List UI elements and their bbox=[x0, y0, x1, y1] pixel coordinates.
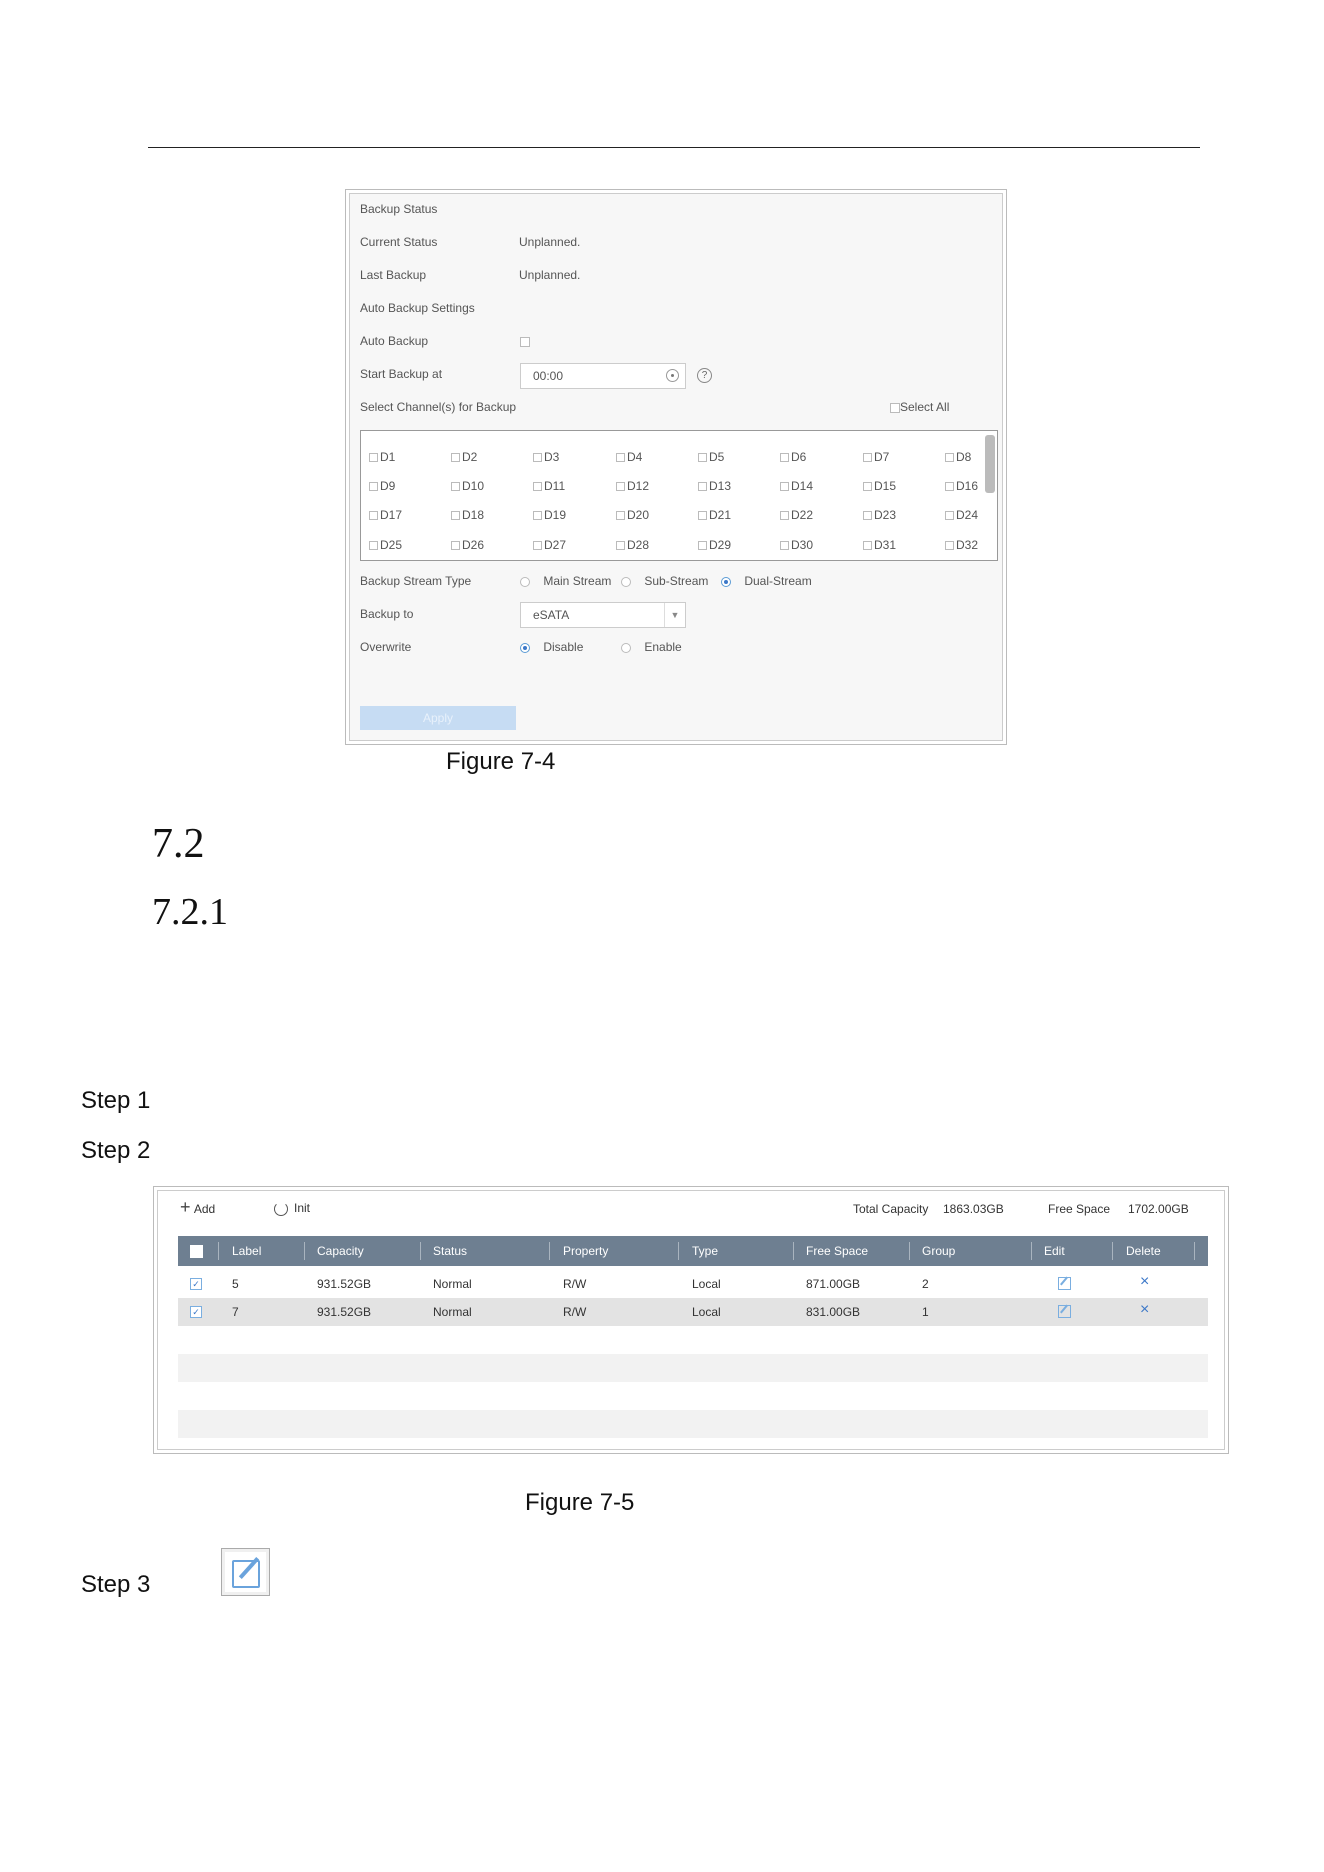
init-label: Init bbox=[294, 1201, 311, 1215]
column-divider bbox=[793, 1242, 794, 1260]
column-header[interactable]: Edit bbox=[1044, 1244, 1065, 1258]
channel-checkbox[interactable] bbox=[533, 482, 542, 491]
channel-checkbox[interactable] bbox=[369, 541, 378, 550]
section-heading-7-2-1: 7.2.1 bbox=[152, 891, 228, 933]
last-backup-label: Last Backup bbox=[360, 268, 427, 282]
channel-checkbox[interactable] bbox=[698, 541, 707, 550]
channel-checkbox[interactable] bbox=[451, 482, 460, 491]
channel-option[interactable] bbox=[780, 479, 813, 493]
channel-label: D4 bbox=[627, 450, 643, 464]
overwrite-disable-radio[interactable] bbox=[520, 643, 530, 653]
cell-group: 2 bbox=[922, 1277, 929, 1291]
cell-type: Local bbox=[692, 1305, 721, 1319]
stream-type-label: Backup Stream Type bbox=[360, 574, 472, 588]
total-capacity-value: 1863.03GB bbox=[943, 1202, 1004, 1216]
channel-label: D16 bbox=[956, 479, 979, 493]
cell-capacity: 931.52GB bbox=[317, 1277, 372, 1291]
channel-checkbox[interactable] bbox=[533, 511, 542, 520]
column-divider bbox=[1194, 1242, 1195, 1260]
channel-option[interactable] bbox=[451, 450, 477, 464]
column-divider bbox=[909, 1242, 910, 1260]
channel-option[interactable] bbox=[863, 508, 896, 522]
channel-option[interactable] bbox=[698, 508, 731, 522]
cell-type: Local bbox=[692, 1277, 721, 1291]
stream-main-radio[interactable] bbox=[520, 577, 530, 587]
channel-option[interactable] bbox=[698, 538, 731, 552]
stream-sub-option[interactable] bbox=[621, 574, 708, 588]
channel-label: D27 bbox=[544, 538, 567, 552]
select-all-rows-checkbox[interactable] bbox=[190, 1245, 203, 1258]
table-row bbox=[178, 1382, 1208, 1410]
channel-option[interactable] bbox=[616, 479, 649, 493]
channel-label: D18 bbox=[462, 508, 485, 522]
channel-option[interactable] bbox=[451, 508, 484, 522]
step-3-label: Step 3 bbox=[81, 1571, 151, 1598]
channel-checkbox[interactable] bbox=[451, 453, 460, 462]
cell-group: 1 bbox=[922, 1305, 929, 1319]
channel-option[interactable] bbox=[616, 450, 642, 464]
channel-option[interactable] bbox=[780, 450, 806, 464]
channel-label: D25 bbox=[380, 538, 403, 552]
column-header[interactable]: Status bbox=[433, 1244, 468, 1258]
channel-label: D28 bbox=[627, 538, 650, 552]
free-space-label: Free Space bbox=[1048, 1202, 1111, 1216]
start-backup-label: Start Backup at bbox=[360, 367, 443, 381]
column-divider bbox=[304, 1242, 305, 1260]
channel-option[interactable] bbox=[533, 450, 559, 464]
channel-checkbox[interactable] bbox=[863, 541, 872, 550]
step-2-label: Step 2 bbox=[81, 1137, 151, 1164]
channel-label: D14 bbox=[791, 479, 814, 493]
channel-option[interactable] bbox=[863, 479, 896, 493]
channel-checkbox[interactable] bbox=[616, 453, 625, 462]
channel-label: D2 bbox=[462, 450, 478, 464]
plus-icon: + bbox=[180, 1197, 191, 1217]
select-all-checkbox[interactable] bbox=[890, 403, 900, 413]
add-button[interactable] bbox=[180, 1197, 216, 1217]
edit-icon[interactable] bbox=[1058, 1305, 1071, 1318]
delete-icon[interactable]: × bbox=[1140, 1301, 1150, 1318]
channel-label: D1 bbox=[380, 450, 396, 464]
channel-label: D10 bbox=[462, 479, 485, 493]
column-divider bbox=[678, 1242, 679, 1260]
table-row bbox=[178, 1326, 1208, 1354]
auto-backup-label: Auto Backup bbox=[360, 334, 429, 348]
channel-label: D22 bbox=[791, 508, 814, 522]
channel-checkbox[interactable] bbox=[698, 482, 707, 491]
overwrite-disable-label: Disable bbox=[543, 640, 584, 654]
cell-free: 831.00GB bbox=[806, 1305, 861, 1319]
channel-checkbox[interactable] bbox=[945, 541, 954, 550]
total-capacity-label: Total Capacity bbox=[853, 1202, 929, 1216]
channel-label: D20 bbox=[627, 508, 650, 522]
overwrite-label: Overwrite bbox=[360, 640, 412, 654]
column-header[interactable]: Group bbox=[922, 1244, 956, 1258]
column-header[interactable]: Free Space bbox=[806, 1244, 869, 1258]
channel-checkbox[interactable] bbox=[945, 511, 954, 520]
stream-sub-label: Sub-Stream bbox=[644, 574, 709, 588]
channel-checkbox[interactable] bbox=[863, 482, 872, 491]
stream-dual-label: Dual-Stream bbox=[744, 574, 812, 588]
channel-option[interactable] bbox=[698, 450, 724, 464]
delete-icon[interactable]: × bbox=[1140, 1273, 1150, 1290]
refresh-icon bbox=[274, 1202, 288, 1216]
edit-icon[interactable] bbox=[1058, 1277, 1071, 1290]
channel-checkbox[interactable] bbox=[533, 541, 542, 550]
row-checkbox[interactable]: ✓ bbox=[190, 1278, 202, 1290]
overwrite-disable-option[interactable] bbox=[520, 640, 583, 654]
column-header[interactable]: Capacity bbox=[317, 1244, 364, 1258]
step-1-label: Step 1 bbox=[81, 1087, 151, 1114]
overwrite-enable-option[interactable] bbox=[621, 640, 682, 654]
channel-option[interactable] bbox=[863, 538, 896, 552]
cell-label: 5 bbox=[232, 1277, 239, 1291]
channel-option[interactable] bbox=[369, 450, 395, 464]
edit-icon bbox=[221, 1548, 270, 1596]
channel-checkbox[interactable] bbox=[863, 511, 872, 520]
channel-option[interactable] bbox=[945, 450, 971, 464]
cell-status: Normal bbox=[433, 1277, 472, 1291]
channel-label: D24 bbox=[956, 508, 979, 522]
channel-option[interactable] bbox=[945, 508, 978, 522]
figure-7-5-caption: Figure 7-5 bbox=[525, 1489, 635, 1516]
backup-to-select[interactable] bbox=[520, 602, 686, 628]
channel-label: D29 bbox=[709, 538, 732, 552]
row-checkbox[interactable]: ✓ bbox=[190, 1306, 202, 1318]
stream-main-option[interactable] bbox=[520, 574, 611, 588]
chevron-down-icon: ▼ bbox=[664, 603, 685, 627]
channel-label: D23 bbox=[874, 508, 897, 522]
start-backup-time-input[interactable] bbox=[520, 363, 686, 389]
column-header[interactable]: Label bbox=[232, 1244, 262, 1258]
channel-label: D12 bbox=[627, 479, 650, 493]
overwrite-enable-label: Enable bbox=[644, 640, 682, 654]
table-row bbox=[178, 1354, 1208, 1382]
channel-label: D26 bbox=[462, 538, 485, 552]
channel-option[interactable] bbox=[533, 479, 565, 493]
channel-option[interactable] bbox=[616, 538, 649, 552]
hdd-table-header bbox=[178, 1236, 1208, 1266]
channel-checkbox[interactable] bbox=[616, 511, 625, 520]
column-divider bbox=[549, 1242, 550, 1260]
channel-option[interactable] bbox=[369, 508, 402, 522]
channel-label: D31 bbox=[874, 538, 897, 552]
column-divider bbox=[1112, 1242, 1113, 1260]
start-backup-time-value: 00:00 bbox=[533, 369, 564, 383]
channel-label: D5 bbox=[709, 450, 725, 464]
current-status-value: Unplanned. bbox=[519, 235, 581, 249]
channel-option[interactable] bbox=[451, 479, 484, 493]
channel-checkbox[interactable] bbox=[698, 453, 707, 462]
table-row[interactable] bbox=[178, 1298, 1208, 1326]
channel-checkbox[interactable] bbox=[369, 482, 378, 491]
stream-dual-radio[interactable] bbox=[721, 577, 731, 587]
overwrite-enable-radio[interactable] bbox=[621, 643, 631, 653]
channel-checkbox[interactable] bbox=[533, 453, 542, 462]
section-heading-7-2: 7.2 bbox=[152, 821, 205, 867]
channel-label: D8 bbox=[956, 450, 972, 464]
stream-sub-radio[interactable] bbox=[621, 577, 631, 587]
channel-list-scrollbar[interactable] bbox=[985, 435, 995, 493]
channel-checkbox[interactable] bbox=[945, 453, 954, 462]
channel-label: D21 bbox=[709, 508, 732, 522]
column-divider bbox=[218, 1242, 219, 1260]
channel-option[interactable] bbox=[698, 479, 731, 493]
cell-property: R/W bbox=[563, 1305, 587, 1319]
channel-checkbox[interactable] bbox=[780, 511, 789, 520]
channel-checkbox[interactable] bbox=[780, 482, 789, 491]
channel-checkbox[interactable] bbox=[451, 541, 460, 550]
cell-status: Normal bbox=[433, 1305, 472, 1319]
add-label: Add bbox=[193, 1202, 216, 1216]
channel-label: D3 bbox=[544, 450, 560, 464]
channel-checkbox[interactable] bbox=[698, 511, 707, 520]
auto-backup-settings-heading: Auto Backup Settings bbox=[360, 301, 475, 315]
channel-option[interactable] bbox=[369, 479, 395, 493]
channel-label: D19 bbox=[544, 508, 567, 522]
help-icon[interactable]: ? bbox=[697, 368, 712, 383]
stream-main-label: Main Stream bbox=[543, 574, 612, 588]
channel-label: D9 bbox=[380, 479, 396, 493]
channel-list bbox=[360, 430, 998, 561]
table-row[interactable] bbox=[178, 1270, 1208, 1298]
channel-label: D15 bbox=[874, 479, 897, 493]
channel-checkbox[interactable] bbox=[863, 453, 872, 462]
channel-checkbox[interactable] bbox=[451, 511, 460, 520]
cell-property: R/W bbox=[563, 1277, 587, 1291]
channel-option[interactable] bbox=[369, 538, 402, 552]
backup-status-heading: Backup Status bbox=[360, 202, 438, 216]
channel-label: D30 bbox=[791, 538, 814, 552]
stream-dual-option[interactable] bbox=[721, 574, 812, 588]
channel-option[interactable] bbox=[863, 450, 889, 464]
column-header[interactable]: Type bbox=[692, 1244, 719, 1258]
channel-label: D17 bbox=[380, 508, 403, 522]
channel-option[interactable] bbox=[533, 538, 566, 552]
current-status-label: Current Status bbox=[360, 235, 438, 249]
clock-icon[interactable] bbox=[666, 369, 679, 382]
select-all-option[interactable] bbox=[890, 400, 949, 414]
apply-button[interactable]: Apply bbox=[360, 706, 516, 730]
auto-backup-checkbox[interactable] bbox=[520, 337, 530, 347]
channel-label: D11 bbox=[544, 479, 566, 493]
channel-label: D32 bbox=[956, 538, 979, 552]
backup-to-label: Backup to bbox=[360, 607, 414, 621]
column-header[interactable]: Delete bbox=[1126, 1244, 1161, 1258]
channel-checkbox[interactable] bbox=[945, 482, 954, 491]
channel-checkbox[interactable] bbox=[369, 453, 378, 462]
channel-option[interactable] bbox=[533, 508, 566, 522]
channel-option[interactable] bbox=[780, 508, 813, 522]
header-rule bbox=[148, 147, 1200, 148]
channel-option[interactable] bbox=[780, 538, 813, 552]
cell-free: 871.00GB bbox=[806, 1277, 861, 1291]
channel-checkbox[interactable] bbox=[616, 541, 625, 550]
channel-checkbox[interactable] bbox=[369, 511, 378, 520]
channel-option[interactable] bbox=[451, 538, 484, 552]
channel-checkbox[interactable] bbox=[780, 541, 789, 550]
column-header[interactable]: Property bbox=[563, 1244, 609, 1258]
channel-option[interactable] bbox=[616, 508, 649, 522]
table-row bbox=[178, 1410, 1208, 1438]
channel-label: D7 bbox=[874, 450, 890, 464]
cell-label: 7 bbox=[232, 1305, 239, 1319]
channel-checkbox[interactable] bbox=[616, 482, 625, 491]
select-all-label: Select All bbox=[900, 400, 950, 414]
backup-to-value: eSATA bbox=[533, 608, 570, 622]
figure-7-4-caption: Figure 7-4 bbox=[446, 748, 556, 775]
channel-label: D13 bbox=[709, 479, 732, 493]
column-divider bbox=[1031, 1242, 1032, 1260]
channel-option[interactable] bbox=[945, 479, 978, 493]
column-divider bbox=[420, 1242, 421, 1260]
channel-label: D6 bbox=[791, 450, 807, 464]
last-backup-value: Unplanned. bbox=[519, 268, 581, 282]
channel-checkbox[interactable] bbox=[780, 453, 789, 462]
free-space-value: 1702.00GB bbox=[1128, 1202, 1189, 1216]
select-channels-label: Select Channel(s) for Backup bbox=[360, 400, 517, 414]
channel-option[interactable] bbox=[945, 538, 978, 552]
cell-capacity: 931.52GB bbox=[317, 1305, 372, 1319]
